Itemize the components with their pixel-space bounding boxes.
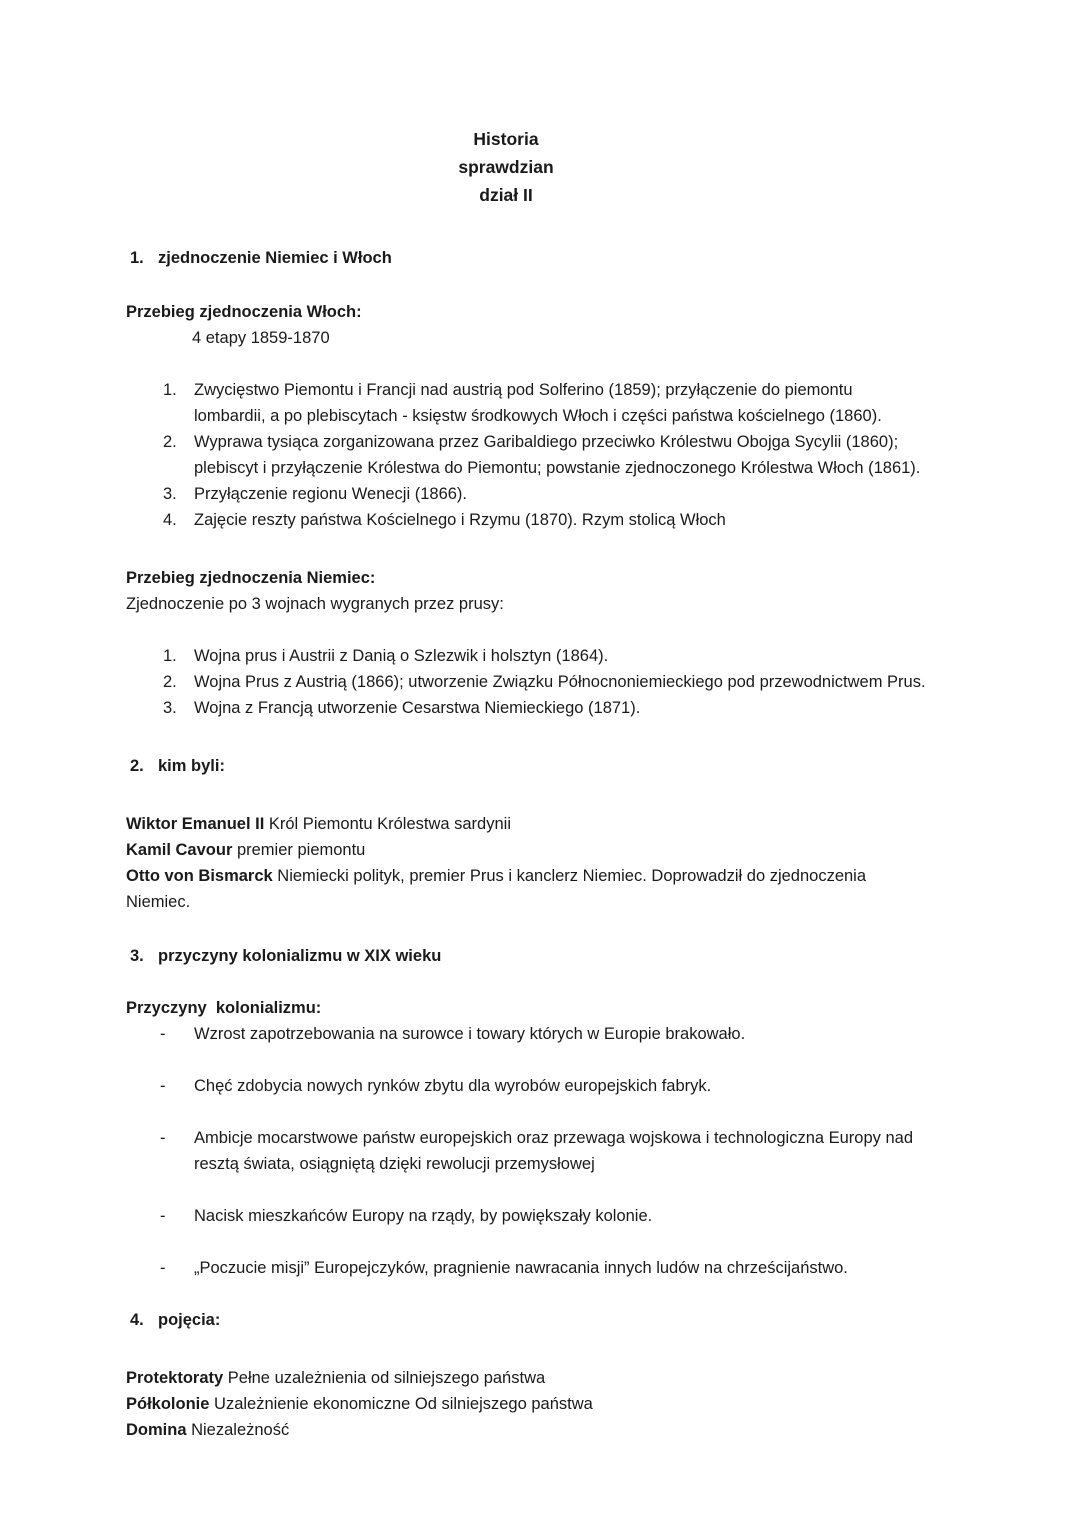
definition-description: Niezależność [186, 1421, 290, 1439]
dash-bullet-icon: - [160, 1207, 166, 1225]
list-item-number: 3. [163, 485, 177, 503]
spacer [126, 533, 926, 565]
list-item-number: 2. [163, 673, 177, 691]
spacer [126, 915, 926, 943]
definition-term: Półkolonie [126, 1395, 210, 1413]
page-title [126, 125, 926, 209]
section-title-1: zjednoczenie Niemiec i Włoch [158, 249, 392, 267]
definition-term: Wiktor Emanuel II [126, 815, 265, 833]
list-item [126, 377, 926, 429]
definition-line [126, 1365, 926, 1391]
definition-term: Domina [126, 1421, 187, 1439]
list-item-text: Wojna z Francją utworzenie Cesarstwa Niemieckiego (1871). [194, 699, 641, 717]
list-item [126, 481, 926, 507]
definition-description: Pełne uzależnienia od silniejszego państwa [223, 1369, 546, 1387]
list-item-text: Wyprawa tysiąca zorganizowana przez Garibaldiego przeciwko Królestwu Obojga Sycylii (1860); plebiscyt i przyłączenie Królestwa do Piemontu; powstanie zjednoczonego Królestwa Włoch (1861). [194, 433, 921, 477]
section-heading-4 [126, 1307, 926, 1333]
colonialism-causes-list [126, 1021, 926, 1281]
definition-line [126, 1417, 926, 1443]
germany-unification-heading: Przebieg zjednoczenia Niemiec: [126, 569, 376, 587]
list-item-text: Wzrost zapotrzebowania na surowce i towary których w Europie brakowało. [194, 1025, 746, 1043]
list-item-number: 4. [163, 511, 177, 529]
section-number-2: 2. [130, 757, 144, 775]
colonialism-causes-heading: Przyczyny kolonializmu: [126, 999, 322, 1017]
list-item-number: 3. [163, 699, 177, 717]
spacer [126, 271, 926, 299]
spacer [126, 351, 926, 377]
list-item [126, 429, 926, 481]
list-item-text: Chęć zdobycia nowych rynków zbytu dla wyrobów europejskich fabryk. [194, 1077, 712, 1095]
list-item [126, 1203, 926, 1229]
definition-line [126, 811, 926, 837]
germany-unification-list [126, 643, 926, 721]
list-item-text: Nacisk mieszkańców Europy na rządy, by powiększały kolonie. [194, 1207, 653, 1225]
dash-bullet-icon: - [160, 1077, 166, 1095]
definition-description: Niemiecki polityk, premier Prus i kanclerz Niemiec. Doprowadził do zjednoczenia Niemiec. [126, 867, 867, 911]
list-item-text: Wojna Prus z Austrią (1866); utworzenie Związku Północnoniemieckiego pod przewodnictwem Prus. [194, 673, 926, 691]
definition-line [126, 1391, 926, 1417]
list-item-text: Ambicje mocarstwowe państw europejskich oraz przewaga wojskowa i technologiczna Europy nad resztą świata, osiągniętą dzięki rewolucji przemysłowej [194, 1129, 914, 1173]
title-line-1: Historia [473, 129, 539, 149]
list-item [126, 1125, 926, 1177]
spacer [126, 1281, 926, 1307]
list-item [126, 1021, 926, 1047]
section-number-1: 1. [130, 249, 144, 267]
concept-definitions [126, 1365, 926, 1443]
list-item-text: Wojna prus i Austrii z Danią o Szlezwik i holsztyn (1864). [194, 647, 609, 665]
list-item [126, 643, 926, 669]
section-heading-1 [126, 245, 926, 271]
document-body [126, 125, 926, 1443]
list-item [126, 507, 926, 533]
dash-bullet-icon: - [160, 1259, 166, 1277]
spacer [126, 1333, 926, 1365]
dash-bullet-icon: - [160, 1129, 166, 1147]
spacer [126, 721, 926, 753]
section-title-3: przyczyny kolonializmu w XIX wieku [158, 947, 442, 965]
definition-line [126, 837, 926, 863]
spacer [126, 969, 926, 995]
spacer [126, 779, 926, 811]
dash-bullet-icon: - [160, 1025, 166, 1043]
list-item [126, 1073, 926, 1099]
list-item [126, 1255, 926, 1281]
list-item-number: 1. [163, 381, 177, 399]
germany-unification-intro: Zjednoczenie po 3 wojnach wygranych przez prusy: [126, 595, 504, 613]
list-item-number: 2. [163, 433, 177, 451]
list-item [126, 669, 926, 695]
definition-description: Król Piemontu Królestwa sardynii [264, 815, 511, 833]
section-number-3: 3. [130, 947, 144, 965]
section-number-4: 4. [130, 1311, 144, 1329]
definition-description: Uzależnienie ekonomiczne Od silniejszego państwa [209, 1395, 593, 1413]
section-title-4: pojęcia: [158, 1311, 221, 1329]
list-item-text: Przyłączenie regionu Wenecji (1866). [194, 485, 467, 503]
list-item-text: „Poczucie misji” Europejczyków, pragnienie nawracania innych ludów na chrześcijaństwo. [194, 1259, 848, 1277]
section-heading-3 [126, 943, 926, 969]
section-heading-2 [126, 753, 926, 779]
title-line-3: dział II [479, 185, 533, 205]
definition-term: Otto von Bismarck [126, 867, 273, 885]
section-title-2: kim byli: [158, 757, 225, 775]
definition-term: Protektoraty [126, 1369, 224, 1387]
title-line-2: sprawdzian [458, 157, 554, 177]
people-definitions [126, 811, 926, 915]
list-item-text: Zwycięstwo Piemontu i Francji nad austrią pod Solferino (1859); przyłączenie do piemontu lombardii, a po plebiscytach - księstw środkowych Włoch i części państwa kościelnego (1860). [194, 381, 882, 425]
list-item-number: 1. [163, 647, 177, 665]
italy-stages-note: 4 etapy 1859-1870 [192, 329, 330, 347]
italy-unification-heading: Przebieg zjednoczenia Włoch: [126, 303, 362, 321]
definition-line [126, 863, 926, 915]
spacer [126, 209, 926, 245]
list-item [126, 695, 926, 721]
list-item-text: Zajęcie reszty państwa Kościelnego i Rzymu (1870). Rzym stolicą Włoch [194, 511, 726, 529]
definition-description: premier piemontu [232, 841, 366, 859]
definition-term: Kamil Cavour [126, 841, 233, 859]
spacer [126, 617, 926, 643]
italy-unification-list [126, 377, 926, 533]
